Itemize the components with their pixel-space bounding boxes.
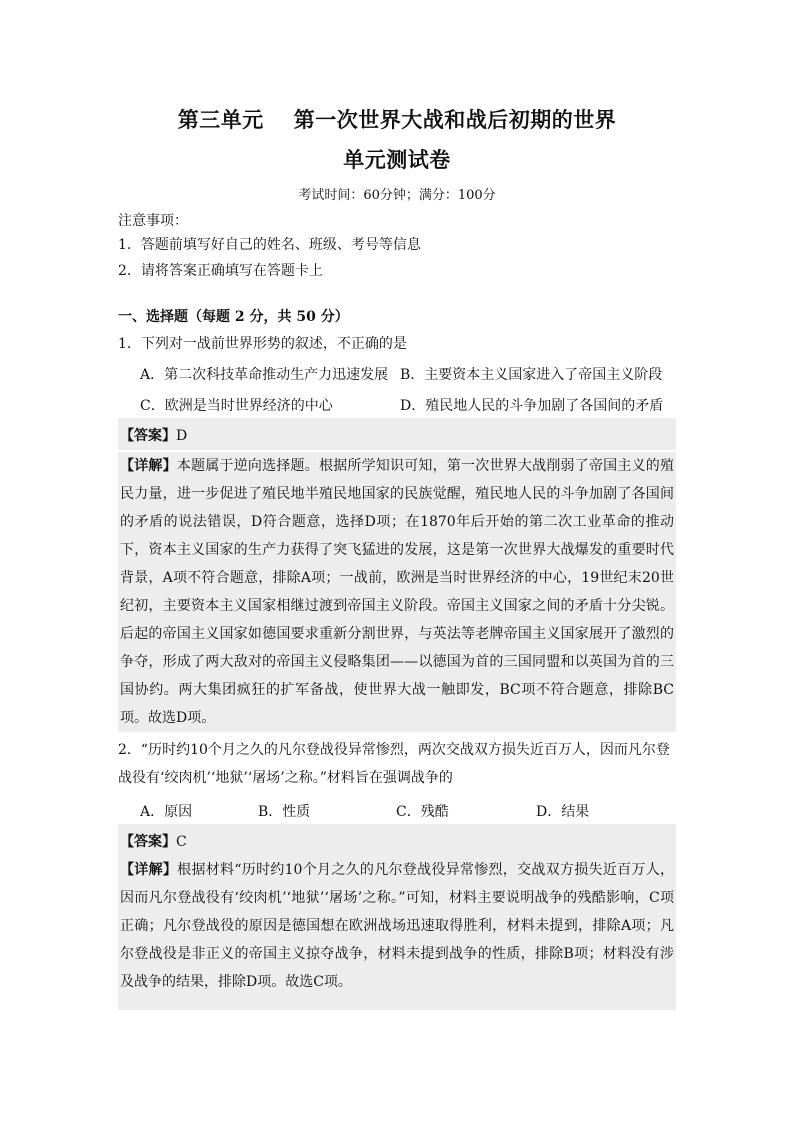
option-a: A．第二次科技革命推动生产力迅速发展: [140, 367, 389, 383]
explanation-block: [118, 452, 676, 732]
explanation-body: 本题属于逆向选择题。根据所学知识可知，第一次世界大战削弱了帝国主义的殖民力量，进一步促进了殖民地半殖民地国家的民族觉醒，殖民地人民的斗争加剧了各国间的矛盾的说法错误，D符合题意，选择D项；在1870年后开始的第二次工业革命的推动下，资本主义国家的生产力获得了突飞猛进的发展，这是第一次世界大战爆发的重要时代背景，A项不符合题意，排除A项；一战前，欧洲是当时世界经济的中心，19世纪末20世纪初，主要资本主义国家相继过渡到帝国主义阶段。帝国主义国家之间的矛盾十分尖锐。后起的帝国主义国家如德国要求重新分割世界，与英法等老牌帝国主义国家展开了激烈的争夺，形成了两大敌对的帝国主义侵略集团——以德国为首的三国同盟和以英国为首的三国协约。两大集团疯狂的扩军备战，使世界大战一触即发，BC项不符合题意，排除BC项。故选D项。: [120, 458, 674, 726]
answer-label: 【答案】: [120, 834, 176, 850]
question-stem: 战役有‘绞肉机’‘地狱’‘屠场’之称。”材料旨在强调战争的: [118, 770, 453, 786]
question-stem: 1．下列对一战前世界形势的叙述，不正确的是: [118, 336, 407, 352]
section-heading: 一、选择题（每题 2 分，共 50 分）: [118, 309, 349, 325]
option-c: C．欧洲是当时世界经济的中心: [140, 398, 333, 414]
answer-block: [118, 824, 676, 856]
note-item: 1．答题前填写好自己的姓名、班级、考号等信息: [118, 237, 421, 253]
answer-line: [120, 425, 187, 445]
explanation-text: [118, 856, 676, 996]
note-item: 2．请将答案正确填写在答题卡上: [118, 263, 323, 279]
explanation-text: [118, 452, 676, 732]
option-b: B．性质: [258, 804, 311, 820]
answer-block: [118, 418, 676, 450]
answer-line: [120, 831, 187, 851]
explanation-body: 根据材料“历时约10个月之久的凡尔登战役异常惨烈，交战双方损失近百万人，因而凡尔登战役有‘绞肉机’‘地狱’‘屠场’之称。”可知，材料主要说明战争的残酷影响，C项正确；凡尔登战役的原因是德国想在欧洲战场迅速取得胜利，材料未提到，排除A项；凡尔登战役是非正义的帝国主义掠夺战争，材料未提到战争的性质，排除B项；材料没有涉及战争的结果，排除D项。故选C项。: [120, 862, 674, 990]
answer-label: 【答案】: [120, 428, 176, 444]
unit-label: 第三单元: [177, 107, 264, 132]
option-a: A．原因: [140, 804, 193, 820]
option-c: C．残酷: [396, 804, 449, 820]
explanation-block: [118, 856, 676, 1010]
notes-heading: 注意事项：: [118, 213, 188, 229]
explanation-label: 【详解】: [120, 862, 178, 878]
answer-value: C: [176, 834, 187, 850]
question-stem: 2．“历时约10个月之久的凡尔登战役异常惨烈，两次交战双方损失近百万人，因而凡尔登: [118, 742, 670, 758]
option-d: D．结果: [536, 804, 590, 820]
option-d: D．殖民地人民的斗争加剧了各国间的矛盾: [400, 398, 664, 414]
unit-title: [118, 104, 676, 134]
answer-value: D: [176, 428, 188, 444]
page-subtitle: 单元测试卷: [343, 147, 451, 172]
option-b: B．主要资本主义国家进入了帝国主义阶段: [400, 367, 663, 383]
exam-info: 考试时间：60分钟；满分：100分: [298, 188, 496, 203]
page-title: 第一次世界大战和战后初期的世界: [293, 107, 617, 132]
explanation-label: 【详解】: [120, 458, 177, 474]
